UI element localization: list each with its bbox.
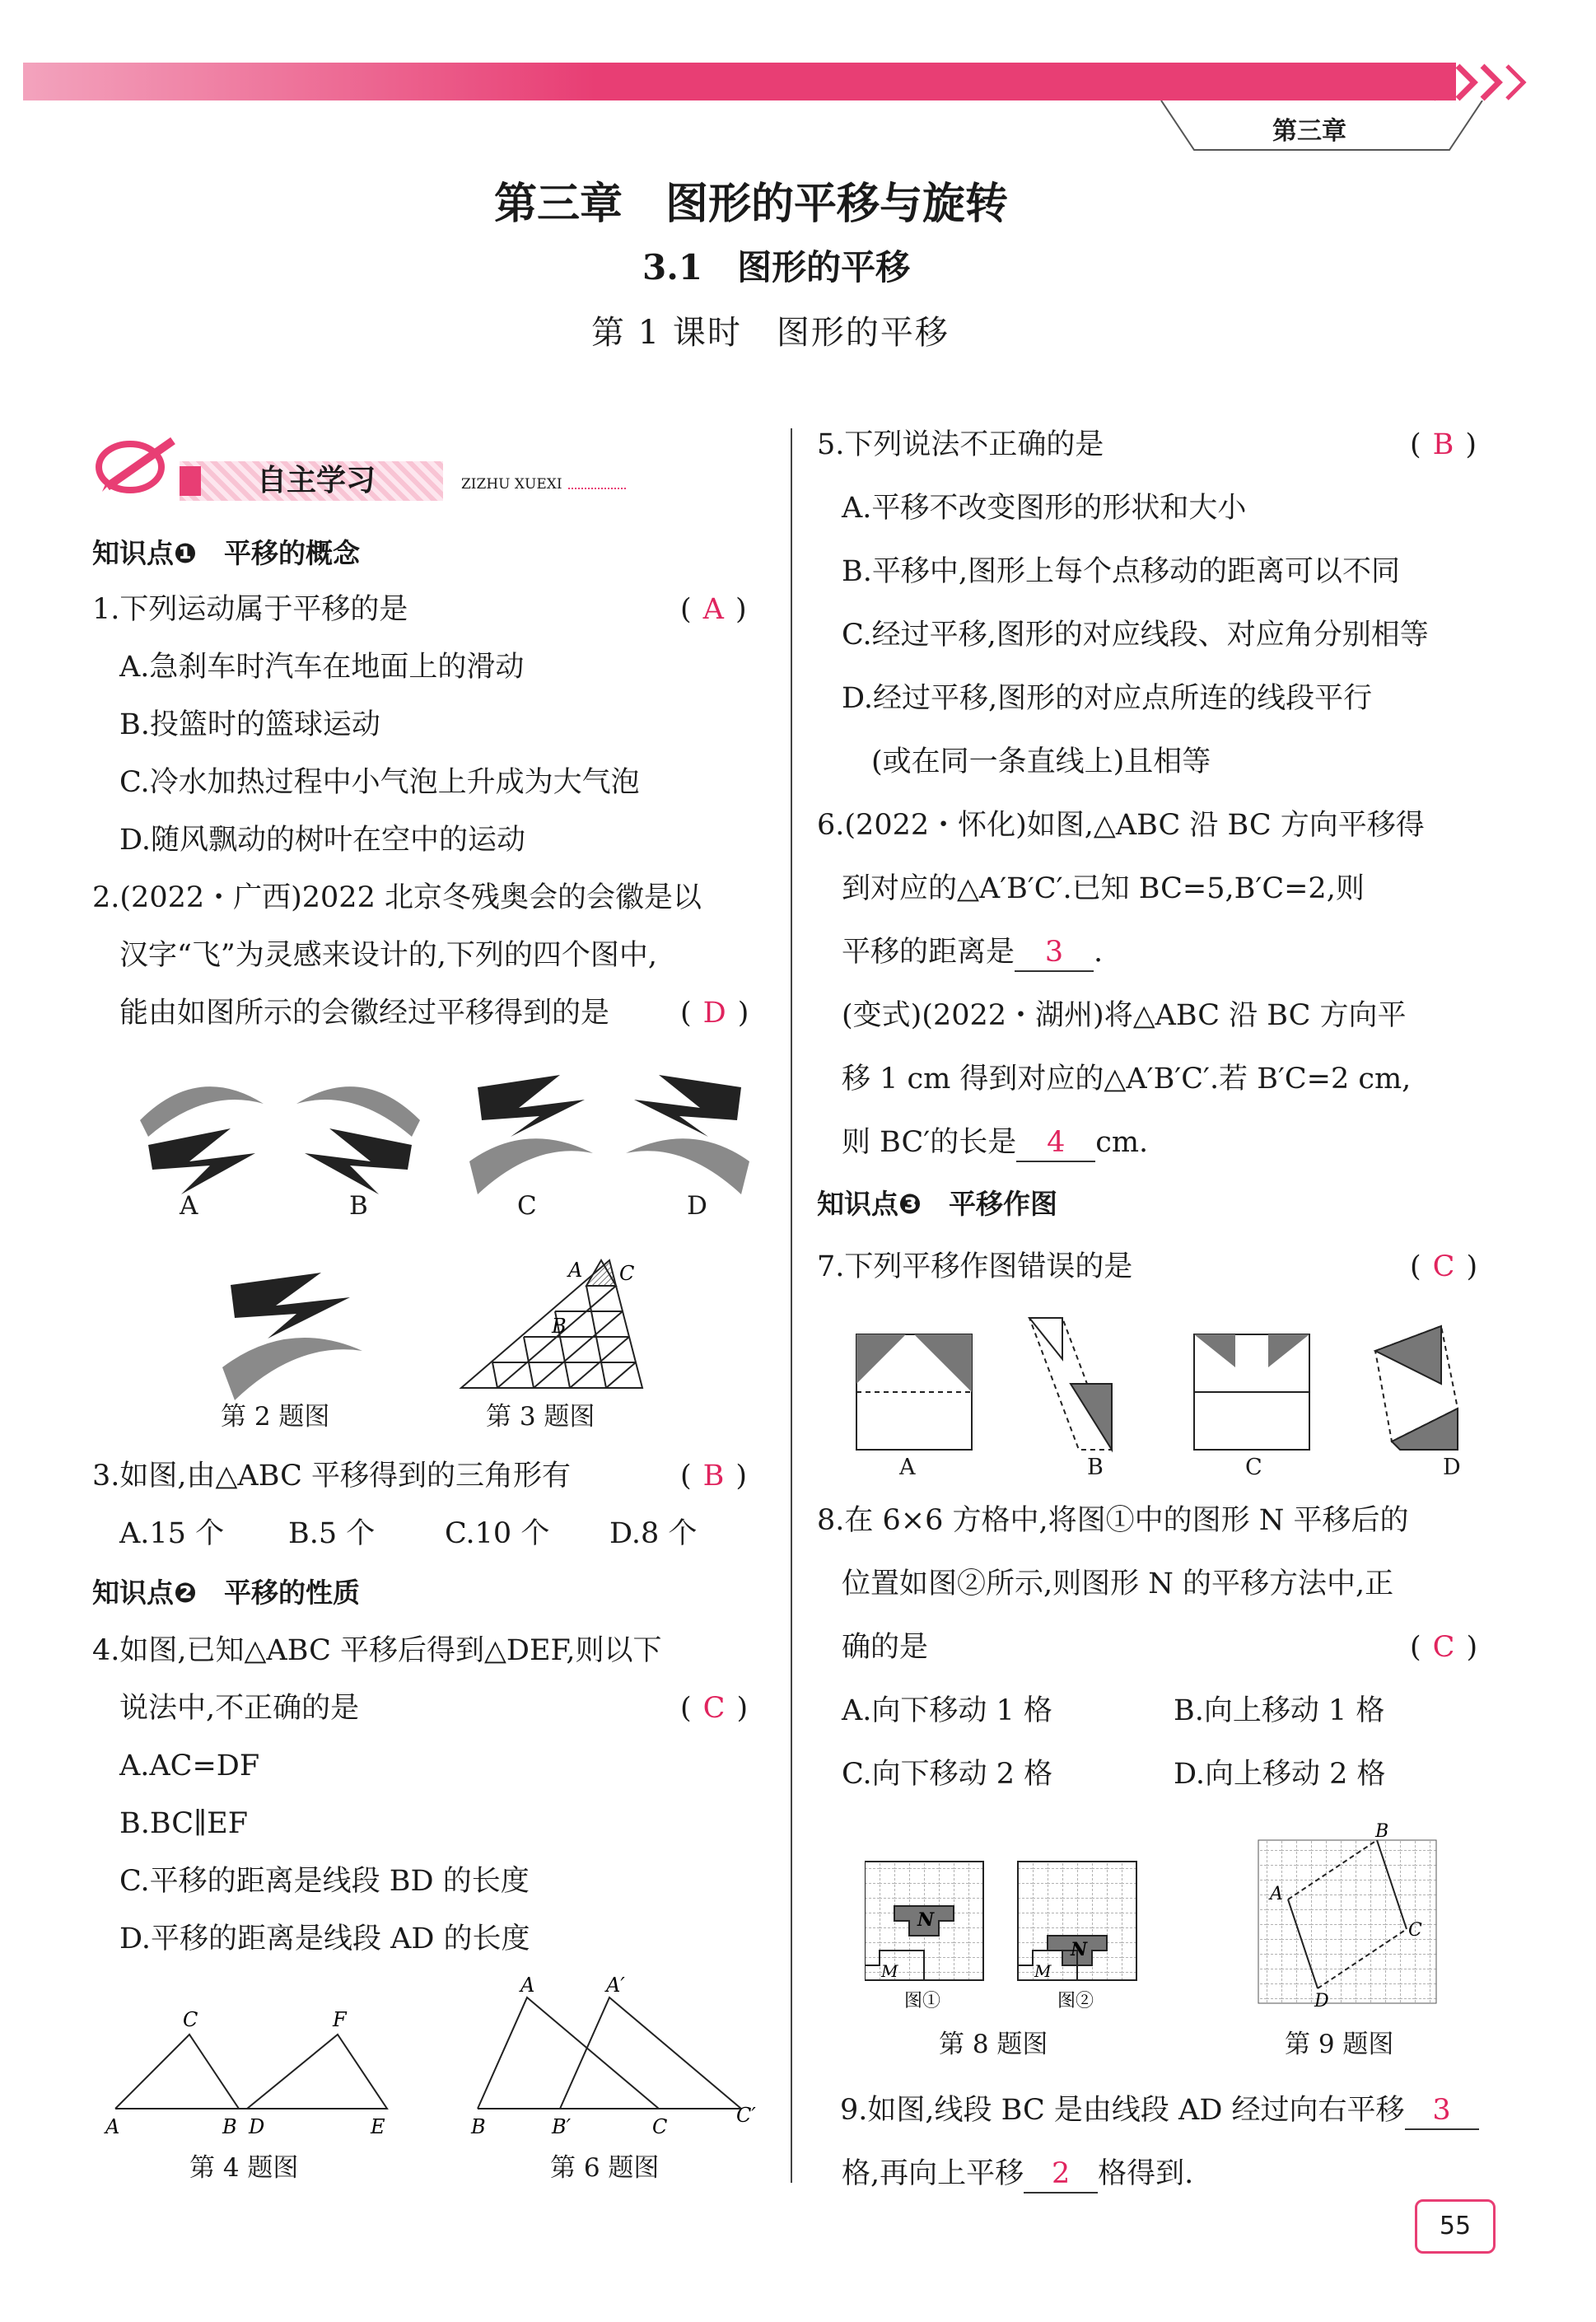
q8-line-2: 位置如图②所示,则图形 N 的平移方法中,正 — [842, 1567, 1394, 1600]
fig3-label-c: C — [619, 1262, 635, 1285]
q5-answer-paren: ( B ) — [1410, 428, 1477, 461]
q6-answer: 3 — [1015, 934, 1094, 972]
q4-option-d: D.平移的距离是线段 AD 的长度 — [119, 1923, 530, 1955]
fig4-caption: 第 4 题图 — [189, 2153, 299, 2183]
q8-option-b: B.向上移动 1 格 — [1174, 1694, 1385, 1727]
q4-option-c: C.平移的距离是线段 BD 的长度 — [119, 1865, 530, 1898]
q6v-line-3 — [842, 1124, 1148, 1162]
q2-label-c: C — [517, 1191, 537, 1221]
q5-option-d-cont: (或在同一条直线上)且相等 — [871, 745, 1211, 778]
fig8-label-n2: N — [1071, 1939, 1088, 1960]
fig8-caption: 第 8 题图 — [939, 2030, 1048, 2059]
fig9-grid — [1252, 1820, 1441, 2018]
fig3-caption: 第 3 题图 — [486, 1402, 595, 1432]
top-banner — [23, 63, 1456, 100]
q4-line-1: 4.如图,已知△ABC 平移后得到△DEF,则以下 — [92, 1634, 662, 1667]
q6-line-3-text: 平移的距离是 — [842, 936, 1015, 969]
q1-option-a: A.急刹车时汽车在地面上的滑动 — [119, 651, 525, 684]
q8-answer: C — [1432, 1631, 1455, 1664]
q3-option-d: D.8 个 — [609, 1517, 698, 1550]
emblem-a — [140, 1086, 264, 1194]
self-study-arrow — [568, 488, 626, 489]
knowledge-point-1: 知识点❶ 平移的概念 — [92, 537, 360, 569]
q1-answer: A — [702, 593, 724, 626]
fig9-label-a: A — [1270, 1884, 1283, 1904]
q7-answer-paren: ( C ) — [1410, 1250, 1478, 1283]
fig8-grids — [865, 1853, 1145, 2018]
q5-option-b: B.平移中,图形上每个点移动的距离可以不同 — [842, 555, 1400, 588]
q6v-tail: cm. — [1095, 1126, 1149, 1159]
fig6-label-a-prime: A′ — [606, 1977, 625, 1997]
fig2-emblem — [214, 1268, 387, 1400]
knowledge-point-3: 知识点❸ 平移作图 — [817, 1188, 1057, 1220]
chapter-title: 第三章 图形的平移与旋转 — [494, 179, 1009, 229]
q6-line-1: 6.(2022・怀化)如图,△ABC 沿 BC 方向平移得 — [817, 809, 1425, 842]
fig8-label-fig1: 图① — [904, 1991, 941, 2011]
q8-option-c: C.向下移动 2 格 — [842, 1758, 1053, 1791]
q2-line-2: 汉字“飞”为灵感来设计的,下列的四个图中, — [119, 939, 658, 972]
fig8-label-m1: M — [881, 1961, 898, 1981]
banner-chevrons — [1425, 58, 1548, 107]
q5-option-d: D.经过平移,图形的对应点所连的线段平行 — [842, 682, 1373, 715]
q1-answer-paren: ( A ) — [680, 593, 747, 626]
q6-tail: . — [1094, 936, 1104, 969]
fig8-label-fig2: 图② — [1057, 1991, 1094, 2011]
fig9-label-b: B — [1375, 1821, 1389, 1842]
fig4-label-f: F — [333, 2008, 347, 2031]
q9-post: 格得到. — [1098, 2157, 1194, 2190]
q7-label-b: B — [1087, 1455, 1104, 1480]
q5-answer: B — [1432, 428, 1454, 461]
q3-option-a: A.15 个 — [119, 1517, 225, 1550]
q8-option-a: A.向下移动 1 格 — [842, 1694, 1052, 1727]
q3-stem: 3.如图,由△ABC 平移得到的三角形有 — [92, 1460, 571, 1493]
column-divider — [791, 428, 792, 2183]
fig3-label-a: A — [568, 1259, 583, 1282]
q2-line-1: 2.(2022・广西)2022 北京冬残奥会的会徽是以 — [92, 881, 702, 914]
q3-answer-paren: ( B ) — [680, 1460, 748, 1493]
fig9-label-d: D — [1314, 1991, 1329, 2011]
q9-line-1 — [840, 2092, 1479, 2130]
q4-option-a: A.AC=DF — [119, 1750, 260, 1782]
q5-option-a: A.平移不改变图形的形状和大小 — [842, 492, 1247, 525]
q7-answer: C — [1432, 1250, 1455, 1283]
lesson-title: 第 1 课时 图形的平移 — [591, 314, 950, 352]
q2-answer-paren: ( D ) — [680, 997, 749, 1030]
fig3-label-b: B — [552, 1315, 567, 1338]
self-study-label: 自主学习 — [257, 464, 376, 498]
fig6-caption: 第 6 题图 — [550, 2153, 660, 2183]
fig6-label-b: B — [471, 2115, 486, 2138]
fig8-label-n1: N — [917, 1909, 935, 1931]
q7-label-c: C — [1245, 1455, 1262, 1480]
chapter-tab: 第三章 — [1272, 117, 1346, 146]
q7-label-d: D — [1443, 1455, 1461, 1480]
knowledge-point-2: 知识点❷ 平移的性质 — [92, 1577, 360, 1609]
fig9-caption: 第 9 题图 — [1285, 2030, 1394, 2059]
emblem-c — [469, 1075, 593, 1194]
q8-line-1: 8.在 6×6 方格中,将图①中的图形 N 平移后的 — [817, 1504, 1409, 1537]
q7-stem: 7.下列平移作图错误的是 — [817, 1250, 1133, 1283]
q8-answer-paren: ( C ) — [1410, 1631, 1478, 1664]
page-number: 55 — [1415, 2199, 1496, 2254]
q9-answer-2: 2 — [1024, 2156, 1098, 2194]
q4-line-2: 说法中,不正确的是 — [119, 1692, 360, 1725]
q6v-answer: 4 — [1016, 1124, 1095, 1162]
fig6-triangles — [461, 1977, 774, 2142]
q5-option-c: C.经过平移,图形的对应线段、对应角分别相等 — [842, 619, 1429, 652]
q6v-line-2: 移 1 cm 得到对应的△A′B′C′.若 B′C=2 cm, — [842, 1063, 1412, 1096]
q9-pre: 9.如图,线段 BC 是由线段 AD 经过向右平移 — [840, 2094, 1405, 2127]
q9-line-2 — [842, 2156, 1193, 2194]
q6-line-3 — [842, 934, 1103, 972]
self-study-pinyin: ZIZHU XUEXI — [461, 476, 562, 493]
q9-answer-1: 3 — [1405, 2092, 1479, 2130]
fig2-caption: 第 2 题图 — [221, 1402, 330, 1432]
q7-figure-c — [1194, 1334, 1309, 1450]
q5-stem: 5.下列说法不正确的是 — [817, 428, 1104, 461]
q6v-line-1: (变式)(2022・湖州)将△ABC 沿 BC 方向平 — [842, 999, 1407, 1032]
fig3-triangle-grid — [445, 1252, 659, 1400]
emblem-b — [296, 1086, 420, 1194]
q3-option-c: C.10 个 — [445, 1517, 550, 1550]
q3-answer: B — [702, 1460, 725, 1493]
fig8-grid-1 — [865, 1862, 983, 2011]
fig4-label-d: D — [249, 2115, 265, 2138]
fig6-label-c-prime: C′ — [736, 2104, 756, 2127]
q9-mid: 格,再向上平移 — [842, 2157, 1024, 2190]
q7-figures — [848, 1310, 1573, 1458]
q2-label-b: B — [349, 1191, 368, 1221]
q3-option-b: B.5 个 — [288, 1517, 376, 1550]
fig4-label-b: B — [222, 2115, 237, 2138]
section-title: 3.1 图形的平移 — [642, 247, 911, 287]
q4-answer: C — [702, 1692, 726, 1725]
fig9-label-c: C — [1408, 1920, 1422, 1941]
fig6-label-b-prime: B′ — [552, 2115, 572, 2138]
fig8-label-m2: M — [1034, 1961, 1052, 1981]
fig4-triangles — [91, 2002, 404, 2142]
emblem-d — [626, 1075, 749, 1194]
q8-line-3: 确的是 — [842, 1631, 929, 1664]
fig6-label-c: C — [652, 2115, 668, 2138]
fig4-label-c: C — [183, 2008, 198, 2031]
self-study-mark — [180, 466, 201, 496]
q8-option-d: D.向上移动 2 格 — [1174, 1758, 1386, 1791]
fig8-grid-2 — [1018, 1862, 1136, 2011]
q1-option-c: C.冷水加热过程中小气泡上升成为大气泡 — [119, 766, 640, 799]
q2-options-figure — [115, 1054, 774, 1236]
q4-answer-paren: ( C ) — [680, 1692, 749, 1725]
q7-figure-b — [1029, 1318, 1112, 1450]
fig6-label-a: A — [520, 1977, 535, 1997]
q2-label-d: D — [687, 1191, 707, 1221]
q6v-line-3-text: 则 BC′的长是 — [842, 1126, 1017, 1159]
fig4-label-a: A — [105, 2115, 120, 2138]
q7-label-a: A — [899, 1455, 916, 1480]
q2-answer: D — [702, 997, 726, 1030]
fig4-label-e: E — [371, 2115, 385, 2138]
q7-figure-a — [856, 1334, 972, 1450]
q1-option-b: B.投篮时的篮球运动 — [119, 708, 380, 741]
pencil-icon — [91, 432, 189, 498]
q1-stem: 1.下列运动属于平移的是 — [92, 593, 408, 626]
q2-line-3: 能由如图所示的会徽经过平移得到的是 — [119, 997, 610, 1030]
q4-option-b: B.BC∥EF — [119, 1807, 248, 1840]
q7-figure-d — [1375, 1326, 1458, 1450]
q6-line-2: 到对应的△A′B′C′.已知 BC=5,B′C=2,则 — [842, 872, 1365, 905]
q1-option-d: D.随风飘动的树叶在空中的运动 — [119, 824, 525, 857]
q2-label-a: A — [180, 1191, 198, 1221]
